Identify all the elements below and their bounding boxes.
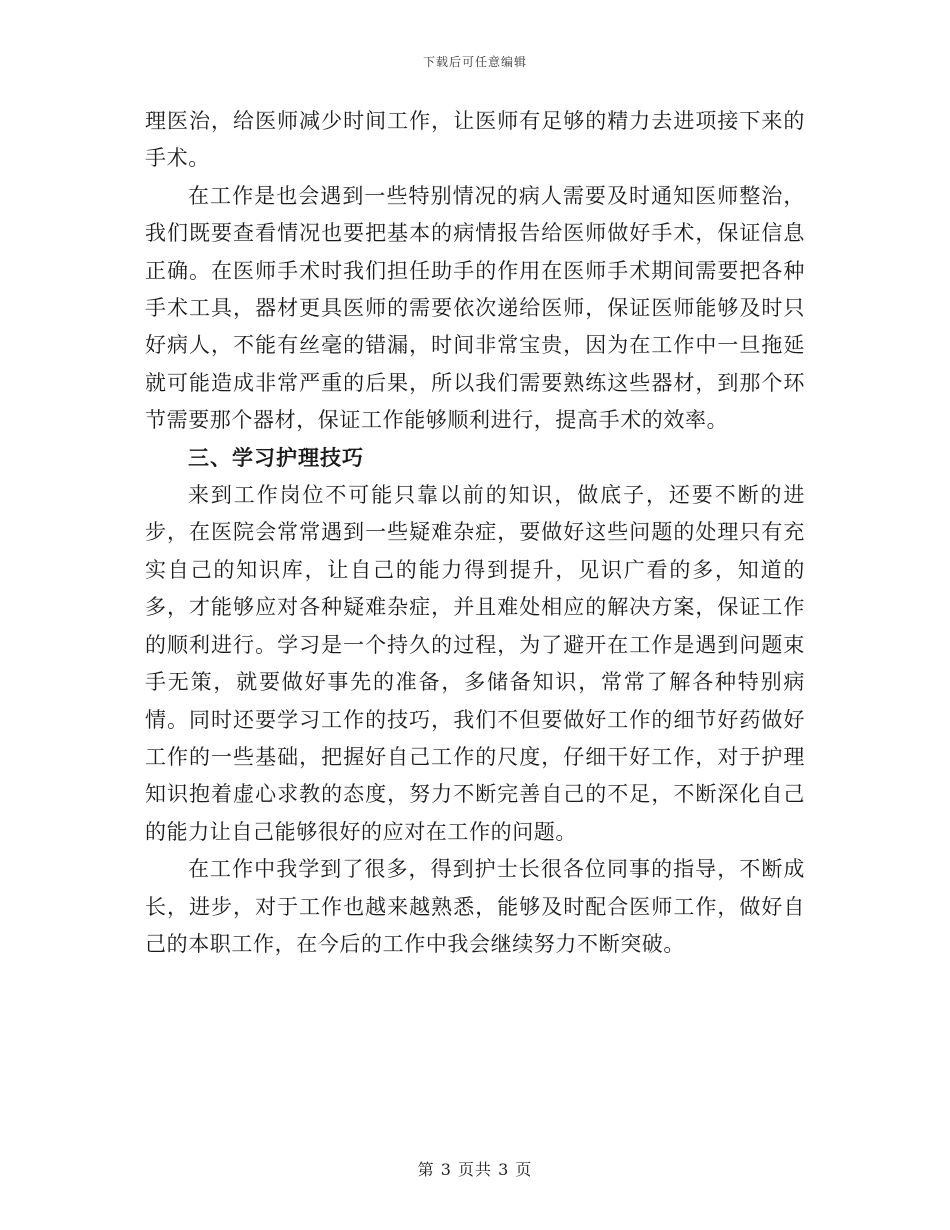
page-number: 第 3 页共 3 页 [417,1160,533,1179]
page-header: 下载后可任意编辑 [422,55,527,69]
paragraph-conclusion: 在工作中我学到了很多，得到护士长很各位同事的指导，不断成长，进步，对于工作也越来越熟悉，能够及时配合医师工作，做好自己的本职工作，在今后的工作中我会继续努力不断突破。 [145,857,805,956]
paragraph-learning: 来到工作岗位不可能只靠以前的知识，做底子，还要不断的进步，在医院会常常遇到一些疑难杂症，要做好这些问题的处理只有充实自己的知识库，让自己的能力得到提升，见识广看的多，知道的多，才能够应对各种疑难杂症，并且难处相应的解决方案，保证工作的顺利进行。学习是一个持久的过程，为了避开在工作是遇到问题束手无策，就要做好事先的准备，多储备知识，常常了解各种特别病情。同时还要学习工作的技巧，我们不但要做好工作的细节好药做好工作的一些基础，把握好自己工作的尺度，仔细干好工作，对于护理知识抱着虚心求教的态度，努力不断完善自己的不足，不断深化自己的能力让自己能够很好的应对在工作的问题。 [145,483,805,844]
section-heading: 三、学习护理技巧 [188,445,364,470]
paragraph-continuation: 理医治，给医师减少时间工作，让医师有足够的精力去进项接下来的手术。 [145,109,805,171]
paragraph-surgery-assist: 在工作是也会遇到一些特别情况的病人需要及时通知医师整治，我们既要查看情况也要把基本的病情报告给医师做好手术，保证信息正确。在医师手术时我们担任助手的作用在医师手术期间需要把各种手术工具，器材更具医师的需要依次递给医师，保证医师能够及时只好病人，不能有丝毫的错漏，时间非常宝贵，因为在工作中一旦拖延就可能造成非常严重的后果，所以我们需要熟练这些器材，到那个环节需要那个器材，保证工作能够顺利进行，提高手术的效率。 [145,183,805,433]
document-body [145,103,805,963]
